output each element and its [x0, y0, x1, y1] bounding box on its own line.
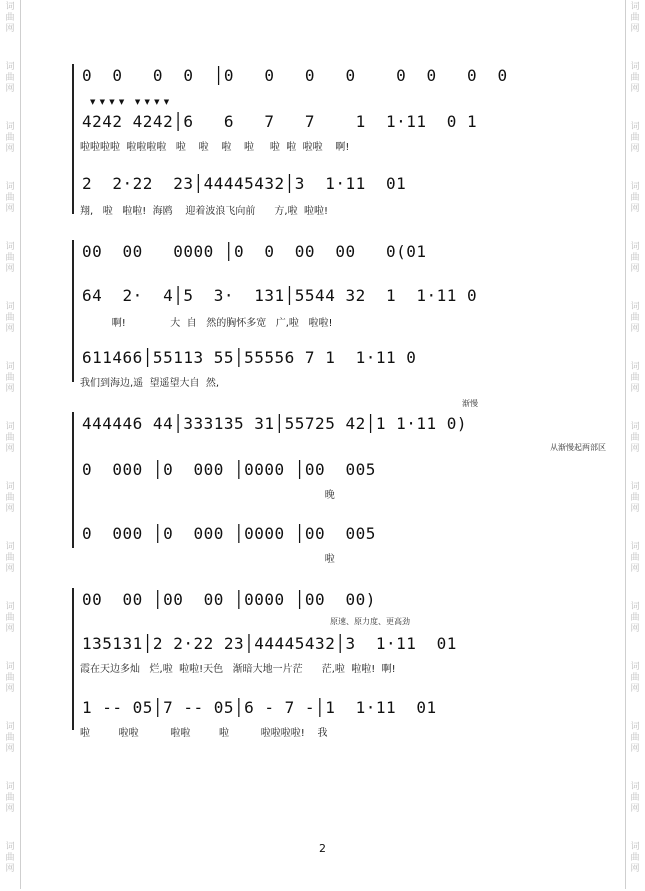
staff-line-2: 135131│2 2·22 23│44445432│3 1·11 01 [82, 634, 457, 653]
staff-line-2: 4242 4242│6 6 7 7 1 1·11 0 1 [82, 112, 478, 131]
lyric-line-3: 我们到海边,遥 望遥望大自 然, [80, 378, 220, 389]
watermark-text: 词曲网 [630, 722, 640, 754]
watermark-text: 词曲网 [630, 242, 640, 274]
score-system-3 [72, 398, 606, 568]
watermark-text: 词曲网 [5, 122, 15, 154]
watermark-text: 词曲网 [5, 362, 15, 394]
system-brace [72, 64, 78, 214]
watermark-text: 词曲网 [5, 842, 15, 874]
expression-marking: 原速、原力度、更高劲 [330, 617, 410, 626]
watermark-text: 词曲网 [630, 62, 640, 94]
staff-line-3: 0 000 │0 000 │0000 │00 005 [82, 524, 376, 543]
watermark-text: 词曲网 [630, 422, 640, 454]
watermark-text: 词曲网 [5, 602, 15, 634]
watermark-text: 词曲网 [5, 2, 15, 34]
score-system-2 [72, 238, 572, 398]
staff-line-3: 611466│55113 55│55556 7 1 1·11 0 [82, 348, 417, 367]
watermark-text: 词曲网 [5, 302, 15, 334]
watermark-text: 词曲网 [5, 782, 15, 814]
watermark-text: 词曲网 [630, 482, 640, 514]
watermark-text: 词曲网 [5, 62, 15, 94]
part-split-note: 从渐慢起两部区 [550, 443, 606, 452]
staff-line-3: 1 -- 05│7 -- 05│6 - 7 -│1 1·11 01 [82, 698, 437, 717]
watermark-column-left [2, 0, 18, 891]
watermark-text: 词曲网 [630, 782, 640, 814]
staff-line-1: 00 00 0000 │0 0 00 00 0(01 [82, 242, 427, 261]
watermark-text: 词曲网 [5, 662, 15, 694]
watermark-text: 词曲网 [630, 662, 640, 694]
staff-line-2: 64 2· 4│5 3· 131│5544 32 1 1·11 0 [82, 286, 478, 305]
staff-line-1: 444446 44│333135 31│55725 42│1 1·11 0) [82, 414, 468, 433]
watermark-text: 词曲网 [630, 842, 640, 874]
watermark-text: 词曲网 [5, 722, 15, 754]
score-system-4 [72, 586, 572, 756]
watermark-text: 词曲网 [5, 482, 15, 514]
watermark-text: 词曲网 [630, 182, 640, 214]
watermark-text: 词曲网 [5, 182, 15, 214]
lyric-line-2: 晚 [80, 490, 335, 501]
system-brace [72, 240, 78, 382]
watermark-text: 词曲网 [630, 602, 640, 634]
lyric-line-2: 霞在天边多灿 烂,啦 啦啦!天色 渐暗大地一片茫 茫,啦 啦啦! 啊! [80, 664, 396, 675]
system-brace [72, 588, 78, 730]
watermark-text: 词曲网 [5, 242, 15, 274]
system-brace [72, 412, 78, 548]
lyric-line-3: 翔, 啦 啦啦! 海鸥 迎着波浪飞向前 方,啦 啦啦! [80, 206, 328, 217]
watermark-text: 词曲网 [630, 122, 640, 154]
accent-marks: ▼ ▼ ▼ ▼ ▼ ▼ ▼ ▼ [90, 98, 171, 106]
staff-line-1: 00 00 │00 00 │0000 │00 00) [82, 590, 376, 609]
tempo-marking: 渐慢 [462, 399, 478, 408]
watermark-text: 词曲网 [630, 362, 640, 394]
watermark-text: 词曲网 [5, 542, 15, 574]
watermark-text: 词曲网 [630, 302, 640, 334]
watermark-column-right [627, 0, 643, 891]
watermark-text: 词曲网 [630, 542, 640, 574]
lyric-line-2: 啦啦啦啦 啦啦啦啦 啦 啦 啦 啦 啦 啦 啦啦 啊! [80, 142, 350, 153]
staff-line-1: 0 0 0 0 │0 0 0 0 0 0 0 0 [82, 66, 508, 85]
lyric-line-3: 啦 啦啦 啦啦 啦 啦啦啦啦! 我 [80, 728, 328, 739]
watermark-text: 词曲网 [630, 2, 640, 34]
lyric-line-3: 啦 [80, 554, 335, 565]
watermark-text: 词曲网 [5, 422, 15, 454]
page-number: 2 [319, 842, 326, 855]
lyric-line-2: 啊! 大 自 然的胸怀多宽 广,啦 啦啦! [80, 318, 333, 329]
score-system-1 [72, 62, 572, 222]
staff-line-2: 0 000 │0 000 │0000 │00 005 [82, 460, 376, 479]
staff-line-3: 2 2·22 23│44445432│3 1·11 01 [82, 174, 407, 193]
